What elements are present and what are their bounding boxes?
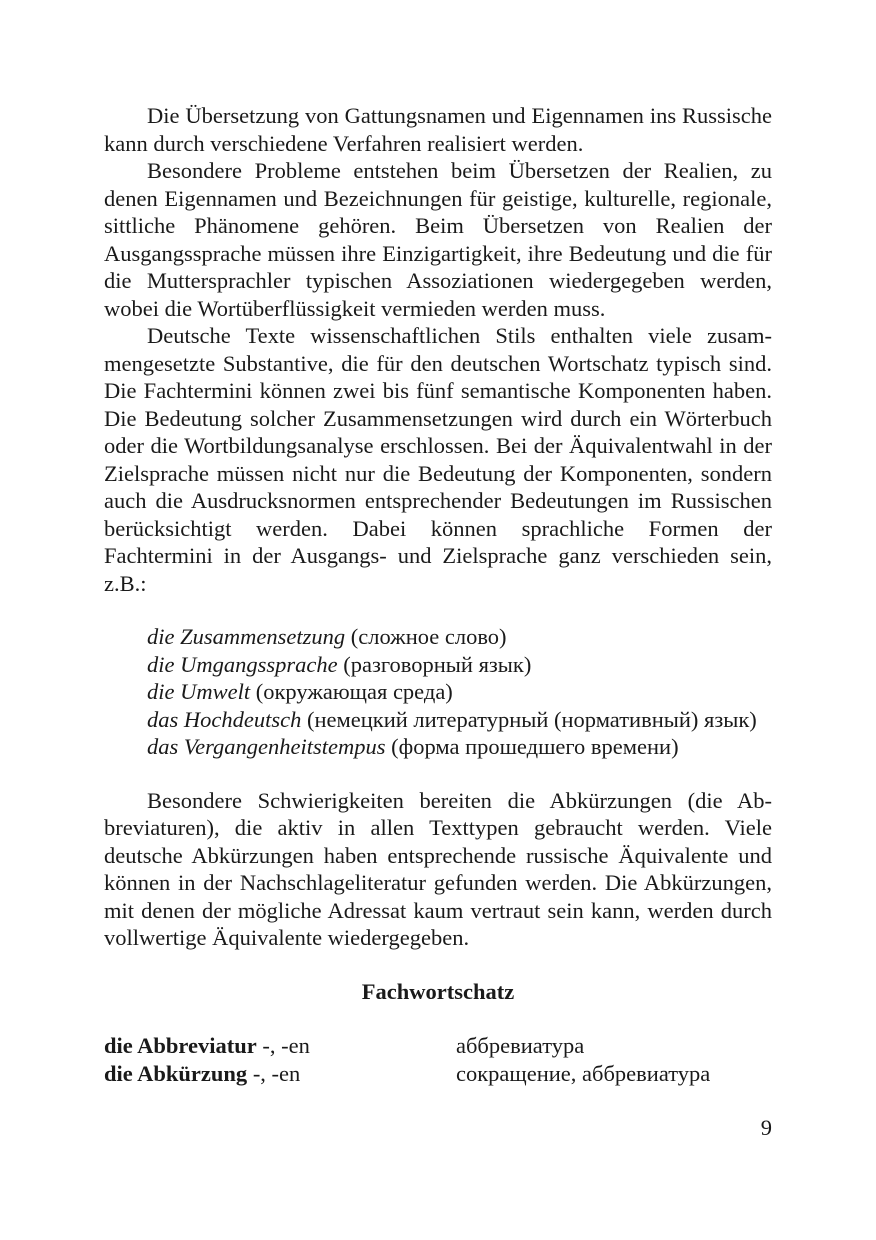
- glossary-translation: сокращение, аббревиатура: [456, 1060, 711, 1086]
- glossary-row: [104, 1032, 772, 1060]
- example-item: [147, 706, 772, 734]
- example-list: [147, 623, 772, 761]
- example-item: [147, 733, 772, 761]
- example-translation: (немецкий литературный (нормативный) язык): [301, 706, 757, 732]
- glossary-row: [104, 1060, 772, 1088]
- section-heading: Fachwortschatz: [361, 978, 515, 1004]
- glossary-forms: -, -en: [256, 1033, 310, 1058]
- glossary: [104, 1032, 772, 1087]
- page-number: 9: [760, 1115, 772, 1140]
- example-term: die Zusammensetzung: [147, 624, 346, 649]
- example-term: das Hochdeutsch: [147, 706, 302, 732]
- example-translation: (сложное слово): [345, 624, 507, 649]
- example-item: [147, 623, 772, 651]
- example-item: [147, 678, 772, 706]
- page-content: [104, 102, 772, 1087]
- example-term: das Vergangenheitstempus: [147, 734, 386, 759]
- glossary-term: die Abbreviatur: [104, 1033, 257, 1058]
- example-term: die Umwelt: [147, 679, 251, 704]
- glossary-entry: [104, 1060, 456, 1088]
- spacer: [104, 761, 772, 787]
- paragraph-1: Die Übersetzung von Gattungsnamen und Eigennamen ins Russische kann durch verschiedene Verfahren realisiert werden.: [104, 103, 772, 156]
- paragraph-3: Deutsche Texte wissenschaftlichen Stils enthalten viele zusammengesetzte Substantive, die für den deutschen Wortschatz typisch sind. Die Fachtermini können zwei bis fünf semantische Komponenten haben. Die Bedeutung solcher Zusammensetzungen wird durch ein Wörterbuch oder die Wortbildungsanalyse erschlossen. Bei der Äquivalentwahl in der Zielsprache müssen nicht nur die Bedeutung der Komponenten, sondern auch die Ausdrucksnormen entsprechender Bedeutungen im Russischen berücksichtigt werden. Dabei können sprachliche Formen der Fachtermini in der Ausgangs- und Zielsprache ganz verschieden sein, z.B.:: [104, 323, 772, 596]
- example-translation: (окружающая среда): [250, 679, 453, 704]
- example-item: [147, 651, 772, 679]
- glossary-translation: аббревиатура: [456, 1033, 585, 1058]
- paragraph-4: Besondere Schwierigkeiten bereiten die Abkürzungen (die Abbreviaturen), die aktiv in allen Texttypen gebraucht werden. Viele deutsche Abkürzungen haben entsprechende russische Äquivalente und können in der Nachschlageliteratur gefunden werden. Die Abkürzungen, mit denen der mögliche Adressat kaum vertraut sein kann, werden durch vollwertige Äquivalente wiedergegeben.: [104, 787, 772, 950]
- glossary-term: die Abkürzung: [104, 1060, 248, 1086]
- example-term: die Umgangssprache: [147, 651, 338, 677]
- glossary-entry: [104, 1032, 456, 1060]
- glossary-forms: -, -en: [247, 1060, 301, 1086]
- example-translation: (разговорный язык): [337, 651, 532, 677]
- paragraph-2: Besondere Probleme entstehen beim Übersetzen der Realien, zu denen Eigennamen und Bezeichnungen für geistige, kulturelle, regionale, sittliche Phänomene gehören. Beim Übersetzen von Realien der Ausgangssprache müssen ihre Einzigartigkeit, ihre Bedeutung und die für die Muttersprachler typischen Assoziationen wiedergegeben werden, wobei die Wortüberflüssigkeit vermieden werden muss.: [104, 158, 772, 321]
- example-translation: (форма прошедшего времени): [385, 734, 679, 759]
